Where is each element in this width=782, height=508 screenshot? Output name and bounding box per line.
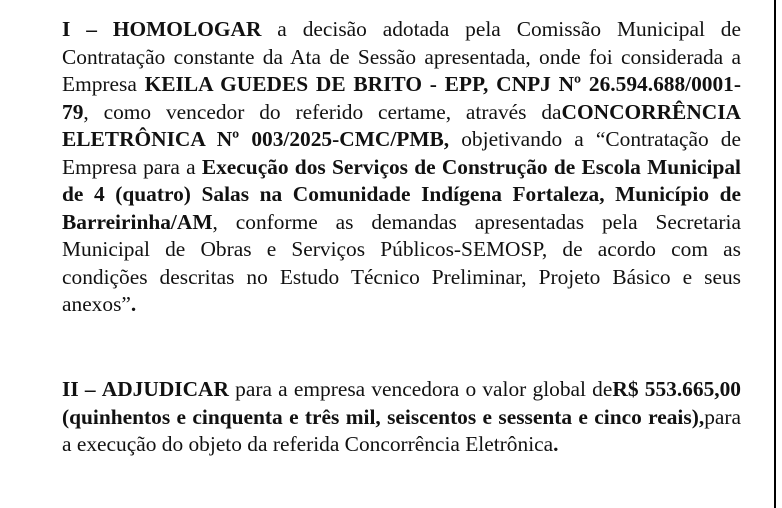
action-verb: ADJUDICAR [101,377,229,401]
paragraph-text: para a empresa vencedora o valor global de [228,377,613,401]
paragraph-text: para a execução do objeto da referida Concorrência Eletrônica [62,404,741,456]
procedure-reference: CONCORRÊNCIA ELETRÔNICA Nº 003/2025-CMC/PMB, [62,99,741,151]
page-border [774,0,776,508]
item-number: II – [62,377,96,401]
item-number: I – [62,17,97,41]
paragraph-adjudicar [62,376,741,459]
paragraph-homologar [62,16,741,319]
paragraph-text: objetivando a “Contratação de Empresa para a [62,127,741,179]
paragraph-end: . [130,292,137,316]
paragraph-text: a decisão adotada pela Comissão Municipal de Contratação constante da Ata de Sessão apresentada, onde foi considerada a Empresa [62,17,741,96]
contract-amount: R$ 553.665,00 (quinhentos e cinquenta e três mil, seiscentos e sessenta e cinco reais), [62,377,742,429]
action-verb: HOMOLOGAR [112,17,262,41]
paragraph-text: , como vencedor do referido certame, através da [83,99,562,124]
paragraph-end: . [553,432,559,456]
paragraph-text: , conforme as demandas apresentadas pela Secretaria Municipal de Obras e Serviços Públicos-SEMOSP, de acordo com as condições descritas no Estudo Técnico Preliminar, Projeto Básico e seus anexos” [62,209,741,316]
company-name: KEILA GUEDES DE BRITO - EPP, CNPJ Nº 26.594.688/0001-79 [62,72,742,124]
contract-object: Execução dos Serviços de Construção de Escola Municipal de 4 (quatro) Salas na Comunidade Indígena Fortaleza, Município de Barreirinha/AM [62,154,742,234]
